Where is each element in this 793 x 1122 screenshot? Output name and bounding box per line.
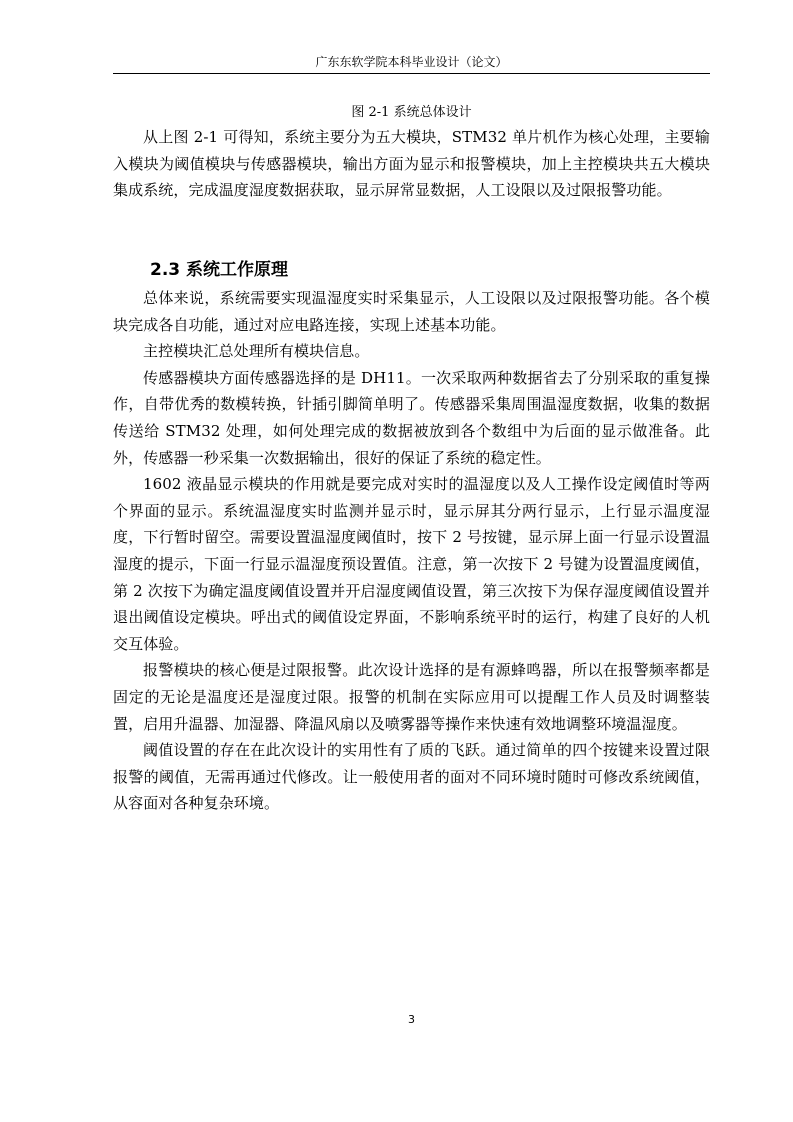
body-paragraph: 报警模块的核心便是过限报警。此次设计选择的是有源蜂鸣器，所以在报警频率都是固定的无论是温度还是湿度过限。报警的机制在实际应用可以提醒工作人员及时调整装置，启用升温器、加湿器、降温风扇以及喷雾器等操作来快速有效地调整环境温湿度。 [113, 661, 710, 733]
body-paragraph: 1602 液晶显示模块的作用就是要完成对实时的温湿度以及人工操作设定阈值时等两个界面的显示。系统温湿度实时监测并显示时，显示屏其分两行显示，上行显示温度湿度，下行暂时留空。需要设置温湿度阈值时，按下 2 号按键，显示屏上面一行显示设置温湿度的提示，下面一行显示温湿度预设置值。注意，第一次按下 2 号键为设置温度阈值，第 2 次按下为确定温度阈值设置并开启湿度阈值设置，第三次按下为保存湿度阈值设置并退出阈值设定模块。呼出式的阈值设定界面，不影响系统平时的运行，构建了良好的人机交互体验。 [113, 475, 710, 653]
body-paragraph: 传感器模块方面传感器选择的是 DH11。一次采取两种数据省去了分别采取的重复操作，自带优秀的数模转换，针插引脚简单明了。传感器采集周围温湿度数据，收集的数据传送给 STM32 处理，如何处理完成的数据被放到各个数组中为后面的显示做准备。此外，传感器一秒采集一次数据输出，很好的保证了系统的稳定性。 [113, 368, 710, 467]
figure-caption: 图 2-1 系统总体设计 [351, 105, 472, 120]
section-body [113, 285, 710, 817]
section-heading: 2.3 系统工作原理 [150, 260, 289, 280]
intro-block [113, 124, 710, 204]
body-paragraph: 总体来说，系统需要实现温湿度实时采集显示，人工设限以及过限报警功能。各个模块完成各自功能，通过对应电路连接，实现上述基本功能。 [113, 289, 710, 334]
running-header: 广东东软学院本科毕业设计（论文） [315, 55, 508, 69]
body-paragraph: 主控模块汇总处理所有模块信息。 [143, 342, 370, 361]
intro-paragraph: 从上图 2-1 可得知，系统主要分为五大模块，STM32 单片机作为核心处理，主要输入模块为阈值模块与传感器模块，输出方面为显示和报警模块，加上主控模块共五大模块集成系统，完成温度湿度数据获取，显示屏常显数据，人工设限以及过限报警功能。 [113, 128, 710, 200]
body-paragraph: 阈值设置的存在在此次设计的实用性有了质的飞跃。通过简单的四个按键来设置过限报警的阈值，无需再通过代修改。让一般使用者的面对不同环境时随时可修改系统阈值，从容面对各种复杂环境。 [113, 741, 710, 813]
header-divider [113, 73, 710, 74]
page-number: 3 [408, 1013, 415, 1026]
